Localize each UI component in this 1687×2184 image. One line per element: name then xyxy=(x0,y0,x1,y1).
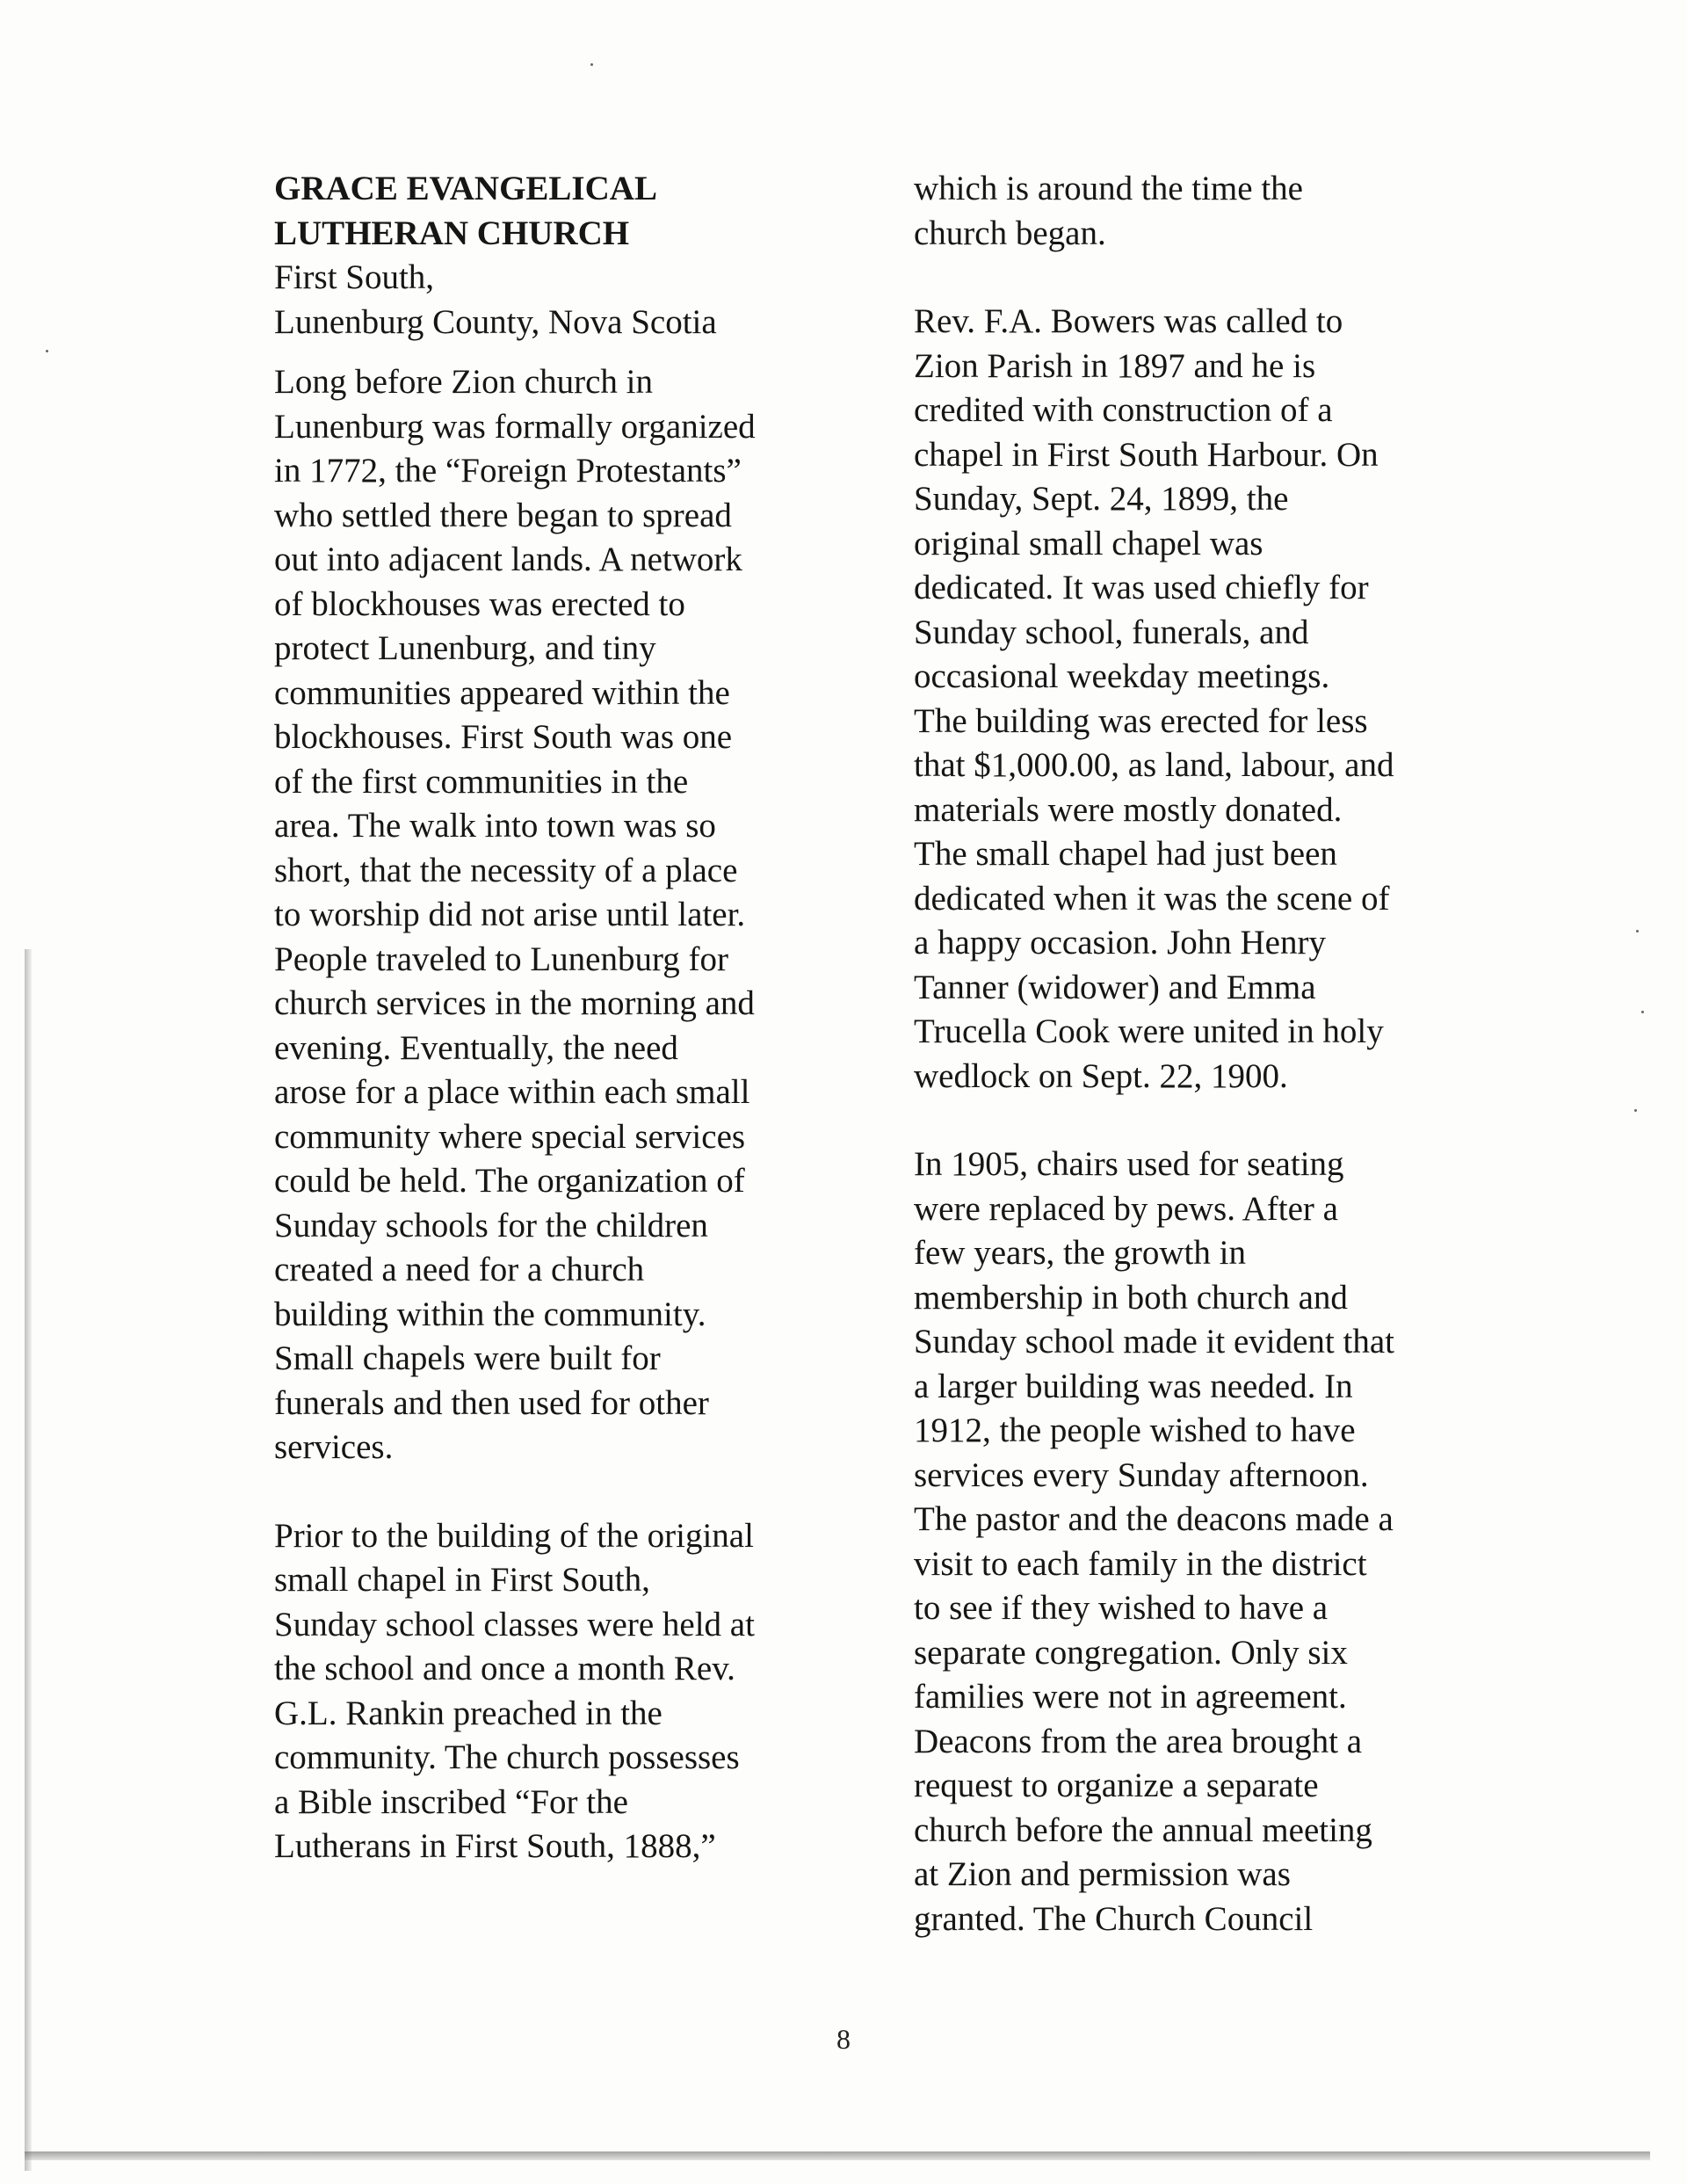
text-line: Small chapels were built for xyxy=(274,1339,661,1377)
text-line: Sunday, Sept. 24, 1899, the xyxy=(914,480,1289,518)
text-line: Deacons from the area brought a xyxy=(914,1722,1363,1760)
text-line: small chapel in First South, xyxy=(274,1561,650,1599)
text-line: families were not in agreement. xyxy=(914,1678,1347,1716)
text-line: church before the annual meeting xyxy=(914,1810,1372,1849)
text-line: Tanner (widower) and Emma xyxy=(914,968,1316,1006)
text-line: Zion Parish in 1897 and he is xyxy=(914,346,1316,385)
text-line: separate congregation. Only six xyxy=(914,1633,1348,1672)
text-line: a happy occasion. John Henry xyxy=(914,924,1326,961)
text-line: communities appeared within the xyxy=(274,673,730,712)
scan-edge-bottom xyxy=(25,2151,1650,2160)
text-line: Sunday schools for the children xyxy=(274,1206,708,1244)
text-line: a Bible inscribed “For the xyxy=(274,1782,628,1821)
text-line: community. The church possesses xyxy=(274,1738,740,1776)
text-line: dedicated. It was used chiefly for xyxy=(914,569,1369,606)
text-line: services. xyxy=(274,1428,394,1466)
text-line: occasional weekday meetings. xyxy=(914,657,1330,695)
text-line: church began. xyxy=(914,214,1106,252)
scan-speck xyxy=(1636,930,1639,932)
title-line: GRACE EVANGELICAL xyxy=(274,170,657,207)
text-line: People traveled to Lunenburg for xyxy=(274,940,728,978)
left-column xyxy=(274,167,836,1869)
text-line: Sunday school made it evident that xyxy=(914,1323,1394,1360)
text-line: were replaced by pews. After a xyxy=(914,1189,1338,1228)
text-line: to see if they wished to have a xyxy=(914,1589,1329,1627)
text-line: G.L. Rankin preached in the xyxy=(274,1694,662,1732)
text-line: of blockhouses was erected to xyxy=(274,584,685,623)
text-line: dedicated when it was the scene of xyxy=(914,879,1390,918)
text-line: Sunday school classes were held at xyxy=(274,1605,755,1643)
text-line: to worship did not arise until later. xyxy=(274,896,746,933)
text-line: The pastor and the deacons made a xyxy=(914,1500,1394,1538)
right-column xyxy=(914,167,1476,1941)
text-line: Prior to the building of the original xyxy=(274,1516,754,1555)
text-line: credited with construction of a xyxy=(914,391,1333,429)
text-line: community where special services xyxy=(274,1117,746,1156)
text-line: could be held. The organization of xyxy=(274,1162,745,1200)
text-line: services every Sunday afternoon. xyxy=(914,1455,1369,1494)
scan-speck xyxy=(46,350,48,352)
text-line: church services in the morning and xyxy=(274,984,755,1022)
text-line: who settled there began to spread xyxy=(274,496,732,534)
text-line: chapel in First South Harbour. On xyxy=(914,435,1379,474)
text-line: request to organize a separate xyxy=(914,1767,1319,1804)
text-line: the school and once a month Rev. xyxy=(274,1650,735,1687)
text-line: The small chapel had just been xyxy=(914,835,1337,873)
text-line: at Zion and permission was xyxy=(914,1855,1291,1893)
text-line: few years, the growth in xyxy=(914,1234,1246,1272)
text-line: out into adjacent lands. A network xyxy=(274,541,742,578)
text-line: building within the community. xyxy=(274,1295,706,1333)
text-line: The building was erected for less xyxy=(914,701,1368,740)
text-line: protect Lunenburg, and tiny xyxy=(274,629,656,667)
scan-speck xyxy=(1641,1011,1644,1013)
scan-speck xyxy=(1634,1109,1637,1112)
scan-speck xyxy=(590,63,593,66)
text-line: area. The walk into town was so xyxy=(274,807,716,845)
article-heading xyxy=(274,167,836,345)
right-paragraph-1 xyxy=(914,300,1476,1099)
text-line: in 1772, the “Foreign Protestants” xyxy=(274,452,742,490)
location-line: First South, xyxy=(274,258,435,296)
text-line: a larger building was needed. In xyxy=(914,1367,1353,1405)
title-line: LUTHERAN CHURCH xyxy=(274,214,630,252)
text-line: materials were mostly donated. xyxy=(914,790,1343,829)
text-line: arose for a place within each small xyxy=(274,1073,750,1111)
text-line: which is around the time the xyxy=(914,170,1303,207)
text-line: that $1,000.00, as land, labour, and xyxy=(914,746,1394,784)
page-number: 8 xyxy=(836,2023,851,2055)
text-line: 1912, the people wished to have xyxy=(914,1411,1356,1449)
text-line: original small chapel was xyxy=(914,524,1263,562)
text-line: funerals and then used for other xyxy=(274,1383,709,1422)
text-line: Lunenburg was formally organized xyxy=(274,407,756,446)
left-paragraph-2 xyxy=(274,1514,836,1869)
text-line: Trucella Cook were united in holy xyxy=(914,1012,1384,1050)
text-line: Rev. F.A. Bowers was called to xyxy=(914,302,1343,340)
left-paragraph-1 xyxy=(274,360,836,1470)
text-line: Lutherans in First South, 1888,” xyxy=(274,1827,716,1865)
text-line: In 1905, chairs used for seating xyxy=(914,1145,1344,1183)
scan-edge-left xyxy=(25,949,32,2171)
text-line: wedlock on Sept. 22, 1900. xyxy=(914,1056,1288,1095)
text-line: of the first communities in the xyxy=(274,762,689,801)
text-line: created a need for a church xyxy=(274,1251,645,1288)
text-line: visit to each family in the district xyxy=(914,1544,1367,1583)
text-line: short, that the necessity of a place xyxy=(274,851,738,889)
text-line: Long before Zion church in xyxy=(274,363,654,401)
right-paragraph-2 xyxy=(914,1143,1476,1941)
text-line: blockhouses. First South was one xyxy=(274,718,733,756)
text-line: membership in both church and xyxy=(914,1278,1348,1317)
right-paragraph-0 xyxy=(914,167,1476,256)
text-line: granted. The Church Council xyxy=(914,1899,1314,1938)
text-line: evening. Eventually, the need xyxy=(274,1028,678,1067)
location-line: Lunenburg County, Nova Scotia xyxy=(274,302,717,341)
text-line: Sunday school, funerals, and xyxy=(914,613,1309,651)
